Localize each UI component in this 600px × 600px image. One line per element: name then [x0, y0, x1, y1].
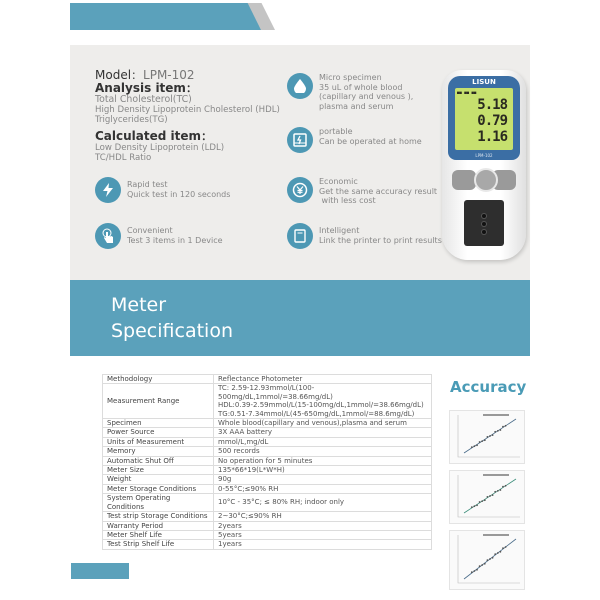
- spec-value: [214, 456, 432, 465]
- header-accent-bar: [70, 3, 261, 30]
- product-sheet: [70, 0, 530, 600]
- spec-key: Warranty Period: [103, 521, 214, 530]
- spec-row: [103, 456, 432, 465]
- spec-key: Test Strip Shelf Life: [103, 540, 214, 549]
- spec-row: [103, 530, 432, 539]
- spec-value: [214, 447, 432, 456]
- scatter-point: [479, 565, 481, 567]
- scatter-point: [479, 441, 481, 443]
- scatter-point: [476, 569, 478, 571]
- scatter-point: [500, 489, 502, 491]
- spec-row: [103, 494, 432, 512]
- overview-section: [70, 45, 530, 281]
- meter-model-text: LPM-102: [475, 153, 493, 158]
- spec-key: Specimen: [103, 419, 214, 428]
- spec-section-title: [111, 292, 233, 344]
- product-overview: [95, 68, 295, 163]
- scatter-point: [492, 557, 494, 559]
- lipid-meter-illustration: [442, 70, 526, 260]
- mini-scatter-plot: [450, 411, 524, 463]
- scatter-point: [481, 500, 483, 502]
- spec-value-line: 0-55°C;≤90% RH: [218, 484, 279, 493]
- spec-key: Units of Measurement: [103, 437, 214, 446]
- feature-line: Link the printer to print results: [319, 235, 442, 245]
- spec-value: [214, 521, 432, 530]
- feature-line: Get the same accuracy result: [319, 186, 438, 196]
- scatter-point: [494, 431, 496, 433]
- feature-line: (capillary and venous ),: [319, 92, 414, 101]
- chart-title-mark: [483, 534, 509, 536]
- spec-value-line: Whole blood(capillary and venous),plasma and serum: [218, 419, 407, 428]
- feature-rapid-test: [95, 177, 230, 203]
- feature-line: 35 uL of whole blood: [319, 82, 403, 92]
- scatter-point: [484, 499, 486, 501]
- scatter-point: [481, 440, 483, 442]
- spec-value-line: 2~30°C;≤90% RH: [218, 512, 282, 521]
- spec-key: Automatic Shut Off: [103, 456, 214, 465]
- spec-title-line2: Specification: [111, 320, 233, 342]
- scatter-point: [487, 496, 489, 498]
- model-line: [95, 68, 295, 82]
- spec-row: [103, 437, 432, 446]
- printer-icon: [287, 223, 313, 249]
- footer-accent-bar: [71, 563, 129, 579]
- calculated-heading: Calculated item：: [95, 129, 214, 143]
- scatter-point: [489, 495, 491, 497]
- scatter-point: [484, 439, 486, 441]
- feature-title: Intelligent: [319, 226, 360, 235]
- spec-key: Weight: [103, 475, 214, 484]
- spec-row: [103, 447, 432, 456]
- spec-row: [103, 512, 432, 521]
- scatter-point: [497, 490, 499, 492]
- spec-value: [214, 428, 432, 437]
- lcd-status: ■■ ■■ ■■: [457, 90, 477, 95]
- spec-value: [214, 512, 432, 521]
- scatter-point: [494, 491, 496, 493]
- feature-micro-specimen: [287, 73, 413, 111]
- spec-value: [214, 540, 432, 549]
- feature-portable: [287, 127, 422, 153]
- scatter-point: [484, 563, 486, 565]
- spec-value-line: Reflectance Photometer: [218, 375, 303, 383]
- spec-value-line: 10°C - 35°C; ≤ 80% RH; indoor only: [218, 498, 345, 507]
- feature-title: Micro specimen: [319, 73, 382, 82]
- scatter-point: [474, 445, 476, 447]
- calculated-item: Low Density Lipoprotein (LDL): [95, 143, 225, 153]
- spec-key: Memory: [103, 447, 214, 456]
- feature-convenient: [95, 223, 223, 249]
- spec-key: Meter Storage Conditions: [103, 484, 214, 493]
- spec-key: Measurement Range: [103, 384, 214, 419]
- spec-row: [103, 540, 432, 549]
- spec-value: [214, 375, 432, 384]
- scatter-point: [471, 506, 473, 508]
- spec-value: [214, 384, 432, 419]
- feature-line: plasma and serum: [319, 101, 394, 111]
- accuracy-chart-hdl: [449, 410, 525, 464]
- feature-title: Rapid test: [127, 180, 168, 189]
- accuracy-chart-tc: [449, 470, 525, 524]
- calculated-item: TC/HDL Ratio: [95, 153, 152, 163]
- scatter-point: [487, 559, 489, 561]
- spec-value-line: TG:0.51-7.34mmol/L(45-650mg/dL,1mmol/=88.6mg/dL): [218, 409, 415, 418]
- lcd-reading-hdl: 0.79: [477, 113, 507, 129]
- feature-title: Economic: [319, 177, 358, 186]
- meter-left-button: [452, 170, 476, 190]
- scatter-point: [500, 551, 502, 553]
- scatter-point: [487, 436, 489, 438]
- scatter-point: [471, 571, 473, 573]
- scatter-point: [476, 504, 478, 506]
- meter-brand: LISUN: [472, 78, 496, 86]
- spec-row: [103, 384, 432, 419]
- spec-value: [214, 475, 432, 484]
- feature-title: portable: [319, 127, 353, 136]
- spec-value-line: 3X AAA battery: [218, 428, 273, 437]
- spec-value-line: 1years: [218, 540, 242, 549]
- scatter-point: [497, 430, 499, 432]
- spec-value-line: 500 records: [218, 447, 260, 456]
- feature-line: Quick test in 120 seconds: [127, 189, 231, 199]
- analysis-item: High Density Lipoprotein Cholesterol (HDL): [95, 105, 280, 115]
- feature-economic: [287, 177, 437, 206]
- chart-title-mark: [483, 414, 509, 416]
- mini-scatter-plot: [450, 471, 524, 523]
- analysis-item: Triglycerides(TG): [95, 115, 168, 125]
- spec-key: Meter Size: [103, 466, 214, 475]
- accuracy-chart-tg: [449, 530, 525, 590]
- feature-title: Convenient: [127, 226, 173, 235]
- scatter-point: [474, 570, 476, 572]
- analysis-item: Total Cholesterol(TC): [95, 94, 192, 105]
- analysis-heading: Analysis item：: [95, 81, 198, 95]
- lcd-reading-tg: 1.16: [477, 129, 507, 145]
- spec-row: [103, 521, 432, 530]
- spec-row: [103, 375, 432, 384]
- spec-table: [102, 374, 432, 550]
- scatter-point: [479, 501, 481, 503]
- scatter-point: [489, 435, 491, 437]
- spec-key: System Operating Conditions: [103, 494, 214, 512]
- spec-value: [214, 466, 432, 475]
- spec-value: [214, 530, 432, 539]
- spec-value: [214, 437, 432, 446]
- chart-title-mark: [483, 474, 509, 476]
- spec-row: [103, 466, 432, 475]
- spec-value-line: 5years: [218, 530, 242, 539]
- scatter-point: [471, 446, 473, 448]
- scatter-point: [500, 429, 502, 431]
- spec-key: Test strip Storage Conditions: [103, 512, 214, 521]
- spec-value-line: HDL:0.39-2.59mmol/L(15-100mg/dL,1mmol/=38.66mg/dL): [218, 401, 424, 410]
- spec-value: [214, 419, 432, 428]
- scatter-point: [502, 426, 504, 428]
- scatter-point: [497, 552, 499, 554]
- spec-section-banner: [70, 280, 530, 356]
- accuracy-title: Accuracy: [450, 378, 527, 396]
- spec-value: [214, 494, 432, 512]
- scatter-point: [505, 425, 507, 427]
- scatter-point: [481, 564, 483, 566]
- feature-line: Test 3 items in 1 Device: [127, 235, 223, 245]
- spec-value: [214, 484, 432, 493]
- scatter-point: [502, 547, 504, 549]
- test-strip-port: [464, 200, 504, 246]
- spec-key: Methodology: [103, 375, 214, 384]
- meter-center-button: [474, 168, 498, 192]
- model-label: Model：: [95, 68, 144, 82]
- spec-value-line: 90g: [218, 475, 232, 484]
- meter-face: [448, 76, 520, 160]
- spec-value-line: 135*66*19(L*W*H): [218, 466, 285, 475]
- chart-axes: [458, 535, 520, 583]
- spec-key: Power Source: [103, 428, 214, 437]
- scatter-point: [505, 485, 507, 487]
- scatter-point: [492, 494, 494, 496]
- spec-value-line: TC: 2.59-12.93mmol/L(100-500mg/dL,1mmol/=38.66mg/dL): [218, 384, 333, 401]
- spec-row: [103, 428, 432, 437]
- spec-title-line1: Meter: [111, 294, 167, 316]
- lcd-reading-tc: 5.18: [477, 97, 507, 113]
- feature-line: with less cost: [319, 196, 376, 205]
- feature-intelligent: [287, 223, 442, 249]
- spec-row: [103, 475, 432, 484]
- model-value: LPM-102: [143, 68, 195, 82]
- touch-hand-icon: [95, 223, 121, 249]
- scatter-point: [502, 486, 504, 488]
- feature-line: Can be operated at home: [319, 136, 422, 146]
- scatter-point: [505, 546, 507, 548]
- drop-icon: [287, 73, 313, 99]
- mini-scatter-plot: [450, 531, 524, 589]
- spec-value-line: mmol/L,mg/dL: [218, 437, 269, 446]
- portable-device-icon: [287, 127, 313, 153]
- scatter-point: [492, 434, 494, 436]
- meter-button-pad: [452, 168, 516, 192]
- scatter-point: [489, 558, 491, 560]
- lcd-screen: [455, 88, 513, 150]
- spec-row: [103, 419, 432, 428]
- scatter-point: [494, 553, 496, 555]
- yen-coin-icon: [287, 177, 313, 203]
- lightning-icon: [95, 177, 121, 203]
- scatter-point: [474, 505, 476, 507]
- spec-value-line: 2years: [218, 521, 242, 530]
- spec-value-line: No operation for 5 minutes: [218, 456, 313, 465]
- spec-key: Meter Shelf Life: [103, 530, 214, 539]
- scatter-point: [476, 444, 478, 446]
- spec-row: [103, 484, 432, 493]
